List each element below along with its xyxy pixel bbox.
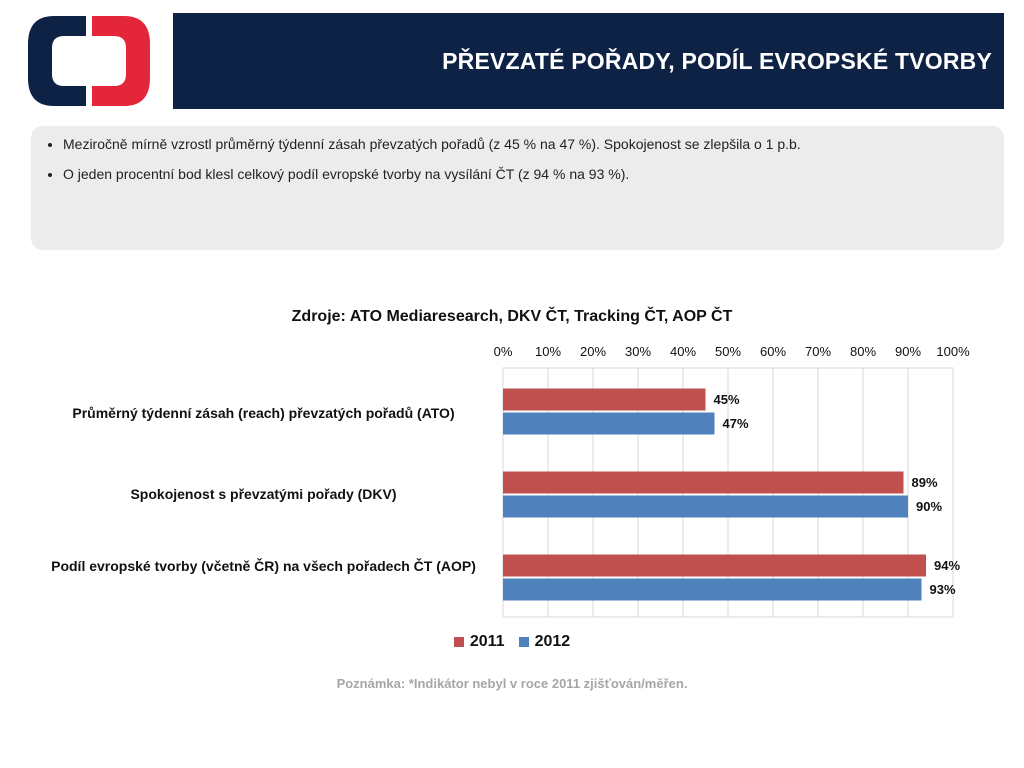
bar-2012-3: [503, 579, 922, 601]
data-label-2011-1: 45%: [713, 392, 740, 407]
x-tick-label: 60%: [759, 344, 787, 359]
bar-2011-3: [503, 555, 926, 577]
data-label-2012-3: 93%: [929, 582, 956, 597]
summary-bullet-2: • O jeden procentní bod klesl celkový podíl evropské tvorby na vysílání ČT (z 94 % na 93 %).: [63, 165, 990, 183]
legend-label-2012: 2012: [534, 633, 571, 650]
chart-legend: [0, 633, 1024, 651]
category-label-2: Spokojenost s převzatými pořady (DKV): [130, 486, 397, 502]
footnote: Poznámka: *Indikátor nebyl v roce 2011 zjišťován/měřen.: [336, 676, 688, 691]
x-tick-label: 30%: [624, 344, 652, 359]
data-label-2011-2: 89%: [911, 475, 938, 490]
legend-item-2012: [519, 633, 571, 651]
legend-swatch-2012: [519, 637, 529, 647]
x-tick-label: 20%: [579, 344, 607, 359]
category-label-3: Podíl evropské tvorby (včetně ČR) na všech pořadech ČT (AOP): [51, 558, 476, 574]
data-label-2011-3: 94%: [934, 558, 961, 573]
x-tick-label: 50%: [714, 344, 742, 359]
x-tick-label: 40%: [669, 344, 697, 359]
bar-2012-1: [503, 413, 715, 435]
legend-item-2011: [454, 633, 505, 651]
legend-swatch-2011: [454, 637, 464, 647]
x-tick-label: 90%: [894, 344, 922, 359]
bar-2012-2: [503, 496, 908, 518]
data-label-2012-2: 90%: [916, 499, 943, 514]
x-tick-label: 80%: [849, 344, 877, 359]
x-tick-label: 10%: [534, 344, 562, 359]
category-label-1: Průměrný týdenní zásah (reach) převzatých pořadů (ATO): [72, 405, 455, 421]
page-title: PŘEVZATÉ POŘADY, PODÍL EVROPSKÉ TVORBY: [442, 47, 992, 74]
bar-2011-1: [503, 389, 706, 411]
x-tick-label: 0%: [493, 344, 513, 359]
legend-label-2011: 2011: [469, 633, 505, 650]
x-tick-label: 70%: [804, 344, 832, 359]
x-tick-label: 100%: [936, 344, 970, 359]
summary-bullet-1: • Meziročně mírně vzrostl průměrný týdenní zásah převzatých pořadů (z 45 % na 47 %). Spokojenost se zlepšila o 1 p.b.: [63, 135, 990, 153]
chart-title: Zdroje: ATO Mediaresearch, DKV ČT, Tracking ČT, AOP ČT: [291, 308, 733, 325]
data-label-2012-1: 47%: [722, 416, 749, 431]
bar-2011-2: [503, 472, 904, 494]
